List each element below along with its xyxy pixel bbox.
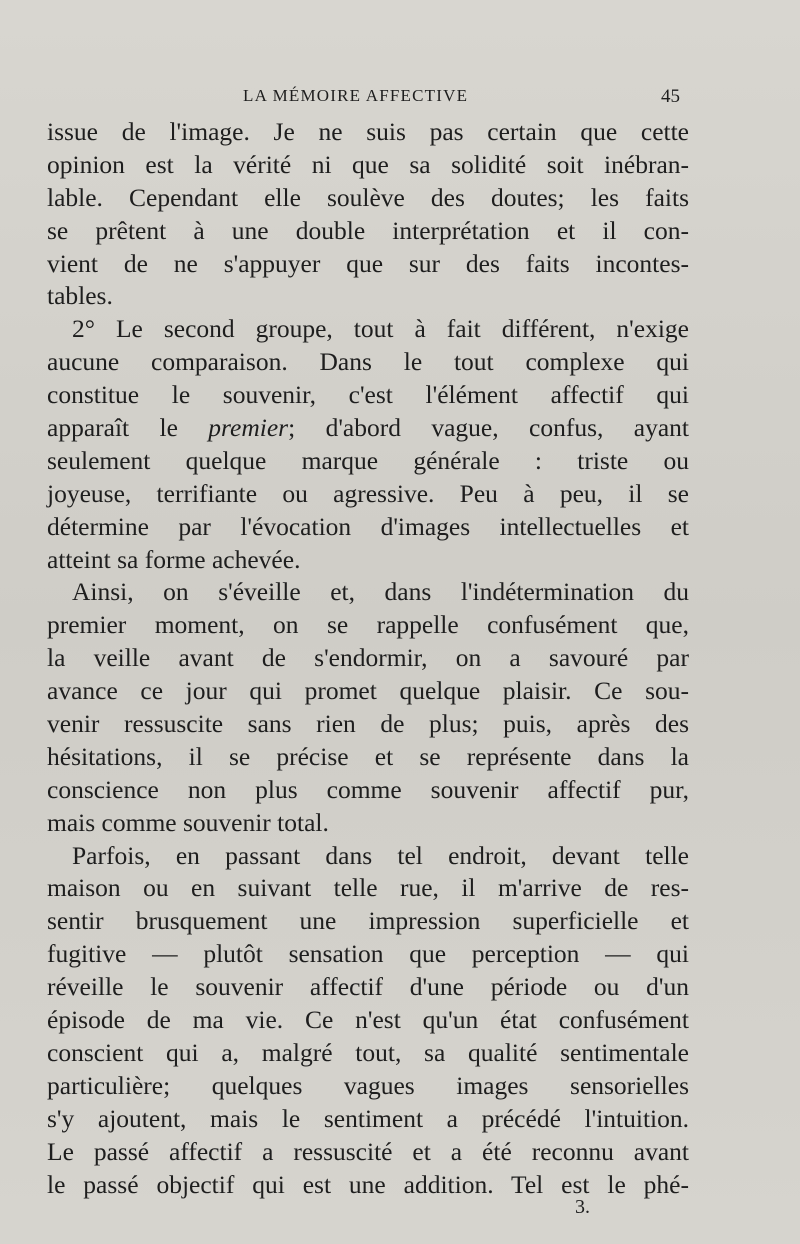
text-line: s'y ajoutent, mais le sentiment a précédé l'intuition. [47,1103,689,1133]
text-line: Le passé affectif a ressuscité et a été reconnu avant [47,1136,689,1166]
text-line: avance ce jour qui promet quelque plaisir. Ce sou- [47,676,689,706]
text-line: hésitations, il se précise et se représente dans la [47,741,689,771]
text-line: se prêtent à une double interprétation et il con- [47,215,689,245]
text-line [47,412,689,445]
text-line: lable. Cependant elle soulève des doutes; les faits [47,182,689,212]
text-line: réveille le souvenir affectif d'une période ou d'un [47,972,689,1002]
text-line: Parfois, en passant dans tel endroit, devant telle [72,840,689,870]
text-line: vient de ne s'appuyer que sur des faits incontes- [47,248,689,278]
text-line: constitue le souvenir, c'est l'élément affectif qui [47,380,689,410]
text-line: opinion est la vérité ni que sa solidité soit inébran- [47,149,689,179]
text-line: joyeuse, terrifiante ou agressive. Peu à peu, il se [47,478,689,508]
running-head [0,86,800,110]
text-line: conscient qui a, malgré tout, sa qualité sentimentale [47,1037,689,1067]
text-line: épisode de ma vie. Ce n'est qu'un état confusément [47,1005,689,1035]
running-title: LA MÉMOIRE AFFECTIVE [243,86,469,105]
text-fragment: ; d'abord vague, confus, ayant [288,413,689,443]
body-text [47,116,689,1201]
text-line: fugitive — plutôt sensation que perception — qui [47,939,689,969]
text-line: sentir brusquement une impression superficielle et [47,906,689,936]
text-line: le passé objectif qui est une addition. Tel est le phé- [47,1169,689,1199]
text-line: atteint sa forme achevée. [47,544,301,574]
text-fragment: apparaît le [47,413,209,443]
text-line: aucune comparaison. Dans le tout complexe qui [47,347,689,377]
text-line: particulière; quelques vagues images sensorielles [47,1070,689,1100]
text-line: la veille avant de s'endormir, on a savouré par [47,643,689,673]
text-line: issue de l'image. Je ne suis pas certain que cette [47,117,689,146]
text-line: conscience non plus comme souvenir affectif pur, [47,774,689,804]
text-line: détermine par l'évocation d'images intellectuelles et [47,511,689,541]
text-line: seulement quelque marque générale : triste ou [47,445,689,475]
text-line: premier moment, on se rappelle confusément que, [47,610,689,640]
page-number: 45 [661,86,680,107]
text-line: tables. [47,281,113,311]
italic-word: premier [208,413,289,443]
text-line: Ainsi, on s'éveille et, dans l'indétermination du [72,577,689,607]
text-line: maison ou en suivant telle rue, il m'arrive de res- [47,873,689,903]
text-line: 2° Le second groupe, tout à fait différent, n'exige [72,314,689,344]
text-line: venir ressuscite sans rien de plus; puis, après des [47,709,689,739]
text-line: mais comme souvenir total. [47,807,329,837]
signature-mark: 3. [575,1196,590,1218]
